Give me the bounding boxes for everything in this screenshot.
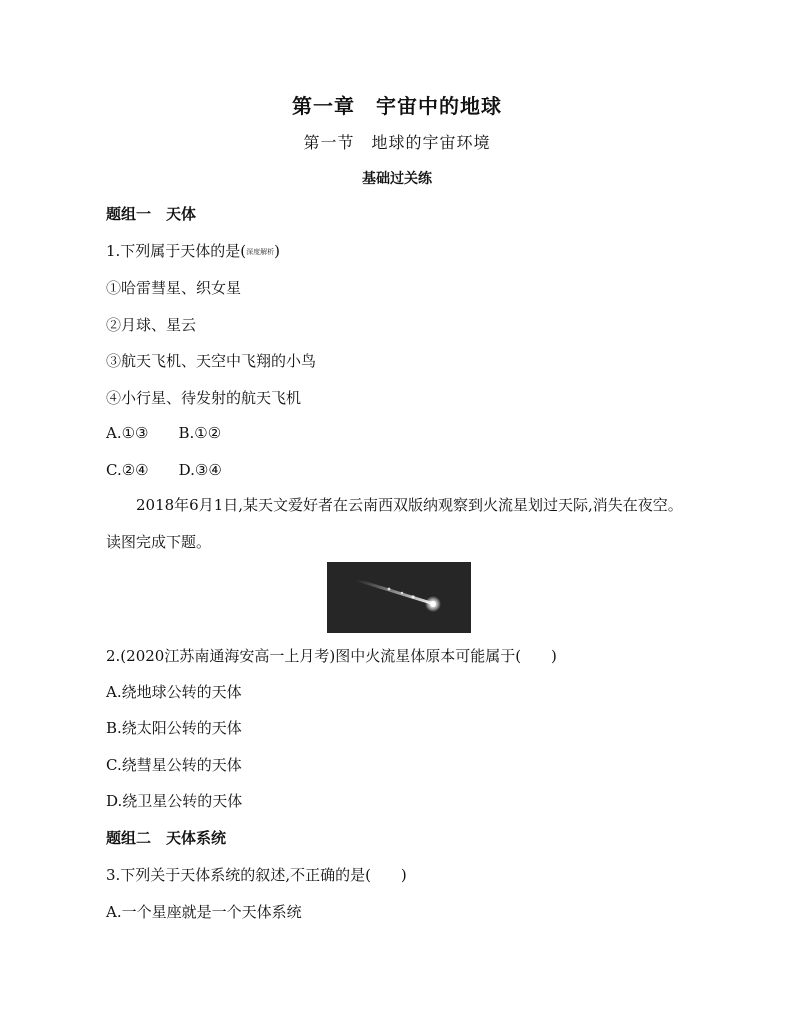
analysis-tag: 深度解析 (246, 248, 275, 256)
question-1-item: ②月球、星云 (106, 316, 197, 334)
question-2-option: D.绕卫星公转的天体 (106, 792, 243, 810)
option-d: D.③④ (178, 461, 222, 479)
question-1-paren: ) (274, 242, 281, 260)
meteor-image (327, 562, 471, 633)
question-2-stem: 2.(2020江苏南通海安高一上月考)图中火流星体原本可能属于( ) (106, 647, 557, 665)
section-title: 第一节 地球的宇宙环境 (303, 133, 491, 152)
option-c: C.②④ (106, 461, 149, 479)
question-1-options-row-2 (106, 461, 222, 479)
question-2-option: C.绕彗星公转的天体 (106, 756, 242, 774)
question-1-stem (106, 240, 280, 261)
question-2-option: A.绕地球公转的天体 (106, 683, 242, 701)
option-b: B.①② (178, 424, 222, 442)
question-1-options-row-1 (106, 424, 221, 442)
question-1-item: ④小行星、待发射的航天飞机 (106, 389, 302, 407)
question-3-stem: 3.下列关于天体系统的叙述,不正确的是( ) (106, 866, 407, 884)
group-heading-1: 题组一 天体 (106, 205, 197, 223)
reading-passage: 2018年6月1日,某天文爱好者在云南西双版纳观察到火流星划过天际,消失在夜空。读图完成下题。 (106, 496, 683, 551)
question-3-option: A.一个星座就是一个天体系统 (106, 903, 302, 921)
group-heading-2: 题组二 天体系统 (106, 829, 227, 847)
question-2-option: B.绕太阳公转的天体 (106, 719, 242, 737)
question-1-item: ①哈雷彗星、织女星 (106, 279, 242, 297)
sub-title: 基础过关练 (362, 171, 432, 187)
option-a: A.①③ (106, 424, 149, 442)
question-1-item: ③航天飞机、天空中飞翔的小鸟 (106, 352, 317, 370)
chapter-title: 第一章 宇宙中的地球 (292, 94, 502, 118)
question-1-text: 1.下列属于天体的是( (106, 242, 247, 260)
